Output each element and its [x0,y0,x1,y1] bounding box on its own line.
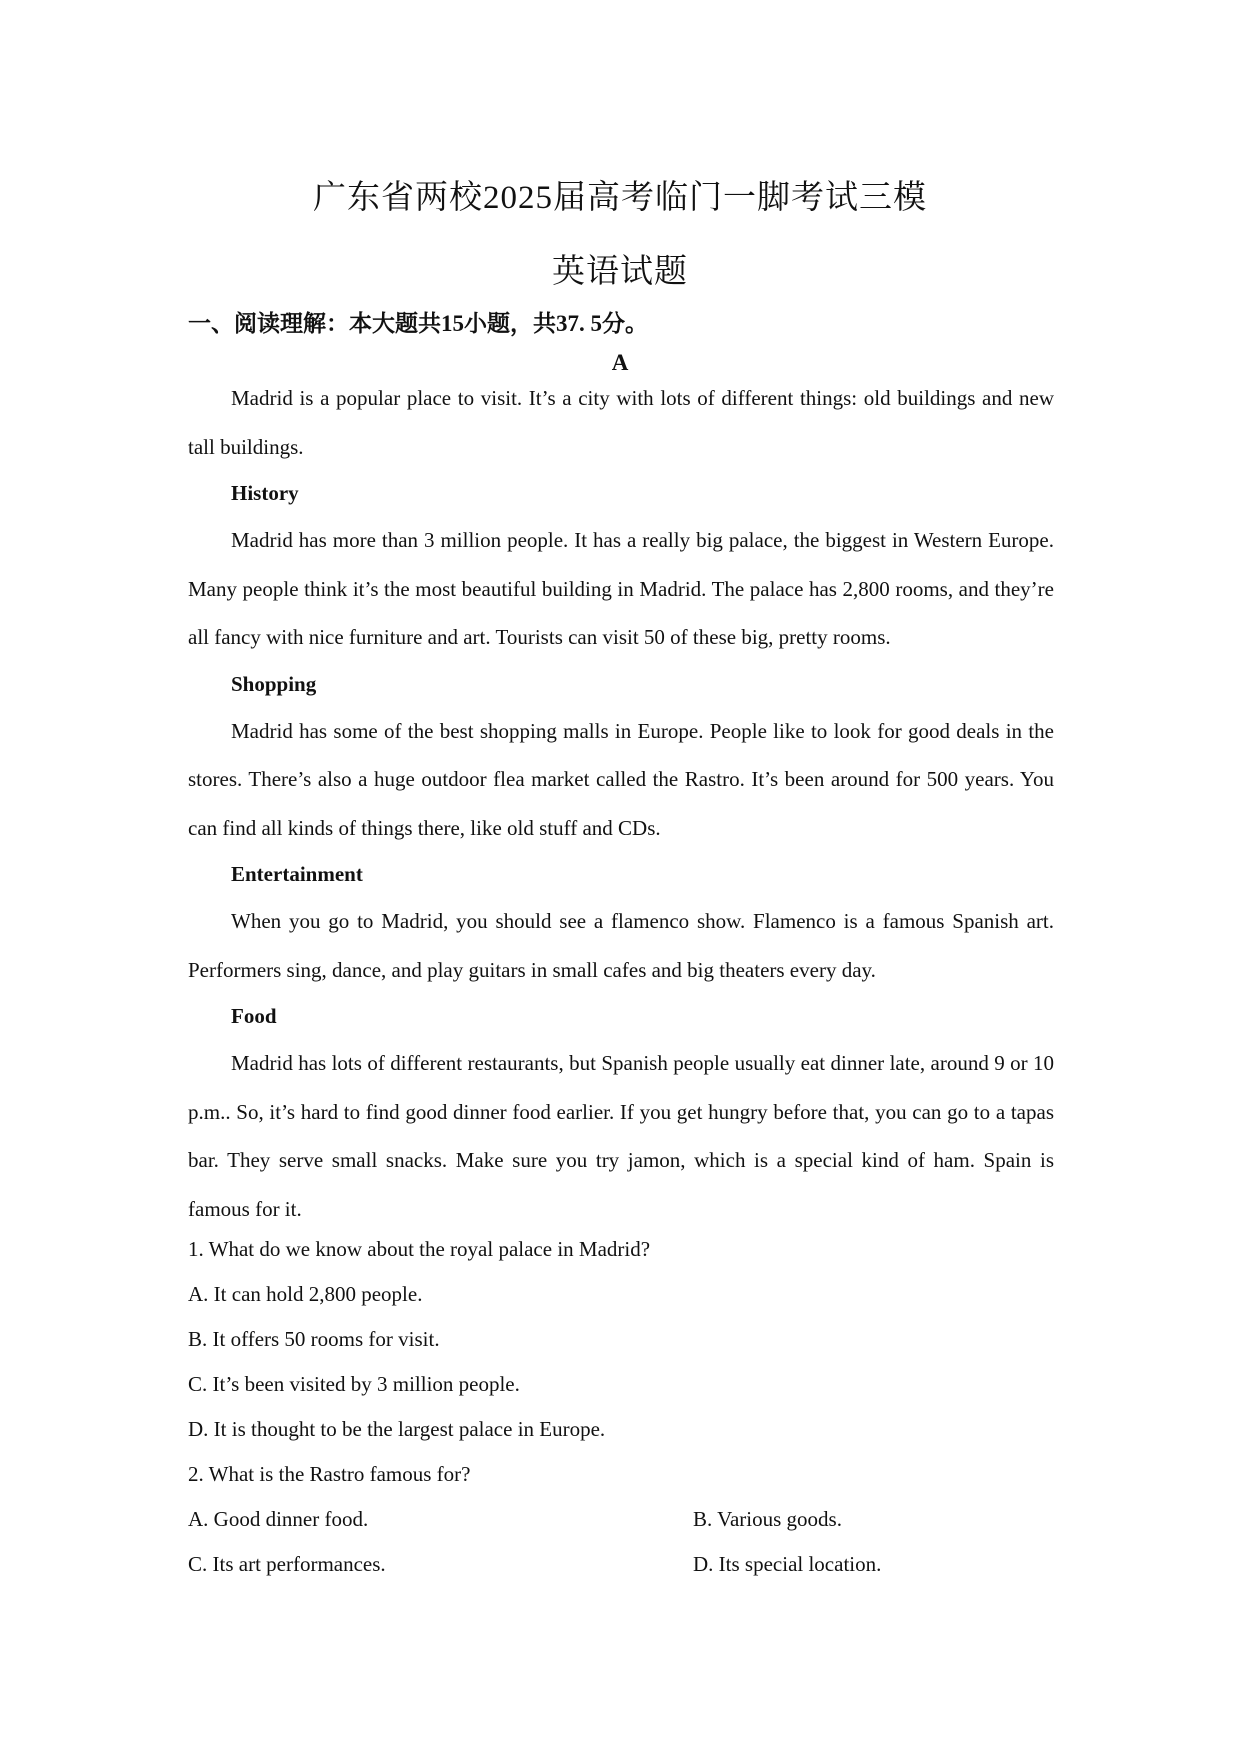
question-option: A. It can hold 2,800 people. [188,1282,423,1306]
exam-title: 广东省两校2025届高考临门一脚考试三模 [313,180,927,216]
option-row [188,1497,1054,1542]
question-option: B. Various goods. [693,1507,842,1531]
passage-paragraph-food: Madrid has lots of different restaurants, but Spanish people usually eat dinner late, around 9 or 10 p.m.. So, it’s hard to find good dinner food earlier. If you get hungry before that, you can go to a tapas bar. They serve small snacks. Make sure you try jamon, which is a special kind of ham. Spain is famous for it. [188,1051,1054,1221]
passage-body [188,374,1054,1233]
section-heading: 一、阅读理解：本大题共15小题，共37. 5分。 [188,311,648,336]
passage-subheading-history: History [231,481,299,505]
passage-subheading-food: Food [231,1004,277,1028]
question-option: A. Good dinner food. [188,1507,369,1531]
passage-label: A [611,350,629,375]
passage-subheading-entertainment: Entertainment [231,862,363,886]
exam-subject-title: 英语试题 [552,254,688,290]
question-stem: 1. What do we know about the royal palace in Madrid? [188,1237,651,1261]
passage-subheading-shopping: Shopping [231,671,317,696]
question-option: D. It is thought to be the largest palace in Europe. [188,1417,606,1441]
passage-paragraph-shopping: Madrid has some of the best shopping malls in Europe. People like to look for good deals in the stores. There’s also a huge outdoor flea market called the Rastro. It’s been around for 500 years. You can find all kinds of things there, like old stuff and CDs. [188,718,1054,840]
passage-paragraph-history: Madrid has more than 3 million people. It has a really big palace, the biggest in Western Europe. Many people think it’s the most beautiful building in Madrid. The palace has 2,800 rooms, and they’re all fancy with nice furniture and art. Tourists can visit 50 of these big, pretty rooms. [188,528,1054,649]
question-list [188,1227,1054,1587]
option-row [188,1542,1054,1587]
question-option: C. It’s been visited by 3 million people. [188,1372,520,1396]
passage-intro: Madrid is a popular place to visit. It’s a city with lots of different things: old buildings and new tall buildings. [188,386,1054,459]
passage-paragraph-entertainment: When you go to Madrid, you should see a flamenco show. Flamenco is a famous Spanish art. Performers sing, dance, and play guitars in small cafes and big theaters every day. [188,909,1054,982]
question-option: D. Its special location. [693,1552,882,1576]
question-option: B. It offers 50 rooms for visit. [188,1327,440,1351]
question-option: C. Its art performances. [188,1552,386,1576]
question-stem: 2. What is the Rastro famous for? [188,1462,471,1486]
